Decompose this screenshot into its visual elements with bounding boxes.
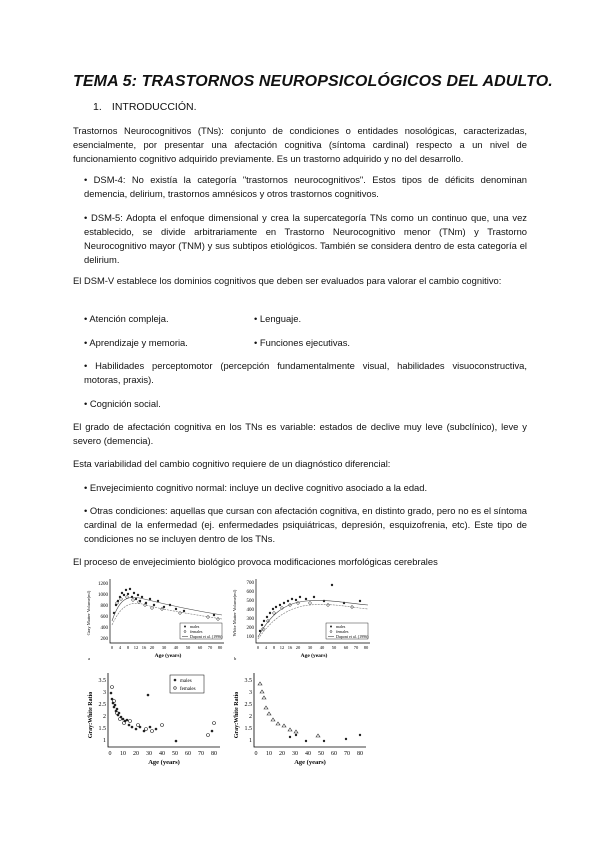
xtick: 70	[207, 645, 213, 650]
ytick: 700	[246, 581, 254, 586]
xtick: 80	[217, 645, 223, 650]
xtick: 30	[307, 645, 313, 650]
xtick: 30	[161, 645, 167, 650]
domain-item: • Aprendizaje y memoria.	[84, 337, 188, 348]
page-title: TEMA 5: TRASTORNOS NEUROPSICOLÓGICOS DEL ADULTO.	[73, 73, 553, 90]
xtick: 20	[295, 645, 301, 650]
xtick: 40	[319, 645, 325, 650]
panel-c-xlabel: Age (years)	[148, 759, 180, 766]
paragraph-domains-intro: El DSM-V establece los dominios cognitivos que deben ser evaluados para valorar el cambio cognitivo:	[73, 275, 502, 286]
paragraph-degree: El grado de afectación cognitiva en los TNs es variable: estados de declive muy leve (subclínico), leve y severo (demencia).	[73, 421, 527, 446]
ytick: 100	[246, 635, 254, 640]
legend-females: females	[180, 687, 196, 692]
panel-d	[234, 673, 366, 766]
legend-males: males	[190, 624, 200, 629]
section-heading	[93, 101, 197, 113]
xtick: 20	[279, 751, 285, 757]
bullet-other-conditions: • Otras condiciones: aquellas que cursan con afectación cognitiva, en distinto grado, pero no es el síntoma cardinal de la enfermedad (ej. enfermedades psiquiátricas, depresión, esquizofrenia, etc). Este tipo de condiciones no se incluyen dentro de los TNs.	[84, 505, 527, 544]
xtick: 50	[185, 645, 191, 650]
xtick: 0	[110, 645, 114, 650]
xtick: 16	[141, 645, 147, 650]
bullet-dsm5: • DSM-5: Adopta el enfoque dimensional y crea la supercategoría TNs como un continuo que, una vez establecido, se divide arbitrariamente en Trastorno Neurocognitivo menor (TNm) y Trastorno Neurocognitivo mayor (TNM) y sus subtipos etiológicos. También se considera dentro de esta categoría el delirium.	[84, 212, 527, 265]
panel-c-ylabel: Gray:White Ratio	[88, 691, 94, 739]
panel-b-ylabel: White Matter Volume(ml)	[232, 589, 237, 637]
domain-item: • Cognición social.	[84, 398, 161, 409]
xtick: 8	[126, 645, 130, 650]
xtick: 10	[266, 751, 272, 757]
xtick: 50	[172, 751, 178, 757]
ytick: 600	[100, 615, 108, 620]
ytick: 400	[246, 608, 254, 613]
paragraph-variability: Esta variabilidad del cambio cognitivo requiere de un diagnóstico diferencial:	[73, 458, 391, 469]
panel-b-xlabel: Age (years)	[300, 653, 328, 659]
ytick: 300	[246, 617, 254, 622]
figure-svg	[84, 575, 372, 775]
xtick: 4	[118, 645, 122, 650]
domain-item: • Habilidades perceptomotor (percepción fundamentalmente visual, habilidades visuoconstructiva, motoras, praxis).	[84, 360, 527, 385]
panel-d-xlabel: Age (years)	[294, 759, 326, 766]
panel-a-xlabel: Age (years)	[154, 653, 182, 659]
panel-d-ylabel: Gray:White Ratio	[234, 691, 240, 739]
panel-a	[86, 579, 224, 661]
xtick: 0	[254, 751, 258, 757]
ytick: 3	[103, 690, 106, 696]
xtick: 40	[159, 751, 165, 757]
panel-letter-b: b	[234, 656, 237, 661]
domain-item: • Atención compleja.	[84, 313, 169, 324]
domain-item: • Funciones ejecutivas.	[254, 337, 351, 348]
ytick: 2	[249, 714, 252, 720]
section-number: 1.	[93, 101, 102, 113]
ytick: 3	[249, 690, 252, 696]
legend-females: females	[336, 629, 349, 634]
xtick: 50	[318, 751, 324, 757]
xtick: 80	[363, 645, 369, 650]
xtick: 40	[173, 645, 179, 650]
xtick: 8	[272, 645, 276, 650]
xtick: 20	[133, 751, 139, 757]
xtick: 80	[211, 751, 217, 757]
section-label: INTRODUCCIÓN.	[111, 101, 197, 113]
ytick: 200	[246, 626, 254, 631]
xtick: 60	[331, 751, 337, 757]
paragraph-aging: El proceso de envejecimiento biológico provoca modificaciones morfológicas cerebrales	[73, 556, 438, 567]
ytick: 1200	[98, 582, 108, 587]
legend-dupont: Dupont et al. (1996)	[190, 634, 223, 639]
xtick: 80	[357, 751, 363, 757]
ytick: 400	[100, 626, 108, 631]
domain-item: • Lenguaje.	[254, 313, 302, 324]
xtick: 50	[331, 645, 337, 650]
xtick: 60	[185, 751, 191, 757]
panel-c	[88, 673, 220, 766]
legend-males: males	[180, 679, 192, 684]
xtick: 0	[108, 751, 112, 757]
ytick: 2.5	[98, 702, 106, 708]
xtick: 70	[198, 751, 204, 757]
xtick: 16	[287, 645, 293, 650]
xtick: 0	[256, 645, 260, 650]
ytick: 2	[103, 714, 106, 720]
xtick: 12	[279, 645, 285, 650]
ytick: 1000	[98, 593, 108, 598]
ytick: 3.5	[244, 678, 252, 684]
xtick: 30	[292, 751, 298, 757]
ytick: 1.5	[244, 726, 252, 732]
xtick: 12	[133, 645, 139, 650]
ytick: 3.5	[98, 678, 106, 684]
xtick: 60	[343, 645, 349, 650]
bullet-normal-aging: • Envejecimiento cognitivo normal: incluye un declive cognitivo asociado a la edad.	[84, 482, 428, 493]
legend-females: females	[190, 629, 203, 634]
xtick: 70	[353, 645, 359, 650]
bullet-dsm4: • DSM-4: No existía la categoría "trastornos neurocognitivos". Estos tipos de déficits denominan demencia, delirium, trastornos amnésicos y otros trastornos cognitivos.	[84, 174, 527, 199]
legend-dupont: Dupont et al. (1996)	[336, 634, 369, 639]
xtick: 10	[120, 751, 126, 757]
panel-letter-a: a	[88, 656, 90, 661]
ytick: 200	[100, 637, 108, 642]
ytick: 1.5	[98, 726, 106, 732]
panel-b	[232, 579, 370, 661]
legend-males: males	[336, 624, 346, 629]
panel-a-ylabel: Gray Matter Volume(ml)	[86, 590, 91, 636]
xtick: 40	[305, 751, 311, 757]
xtick: 70	[344, 751, 350, 757]
xtick: 30	[146, 751, 152, 757]
ytick: 2.5	[244, 702, 252, 708]
ytick: 500	[246, 599, 254, 604]
ytick: 1	[103, 738, 106, 744]
brain-volume-figure	[84, 575, 372, 775]
xtick: 20	[149, 645, 155, 650]
xtick: 4	[264, 645, 268, 650]
paragraph-definition: Trastornos Neurocognitivos (TNs): conjunto de condiciones o entidades nosológicas, caracterizadas, esencialmente, por presentar una afectación cognitiva (síntoma cardinal) respecto a un nivel de funcionamiento cognitivo adquirido previamente. Es un trastorno adquirido y no del desarrollo.	[73, 125, 527, 164]
xtick: 60	[197, 645, 203, 650]
ytick: 1	[249, 738, 252, 744]
ytick: 800	[100, 604, 108, 609]
ytick: 600	[246, 590, 254, 595]
